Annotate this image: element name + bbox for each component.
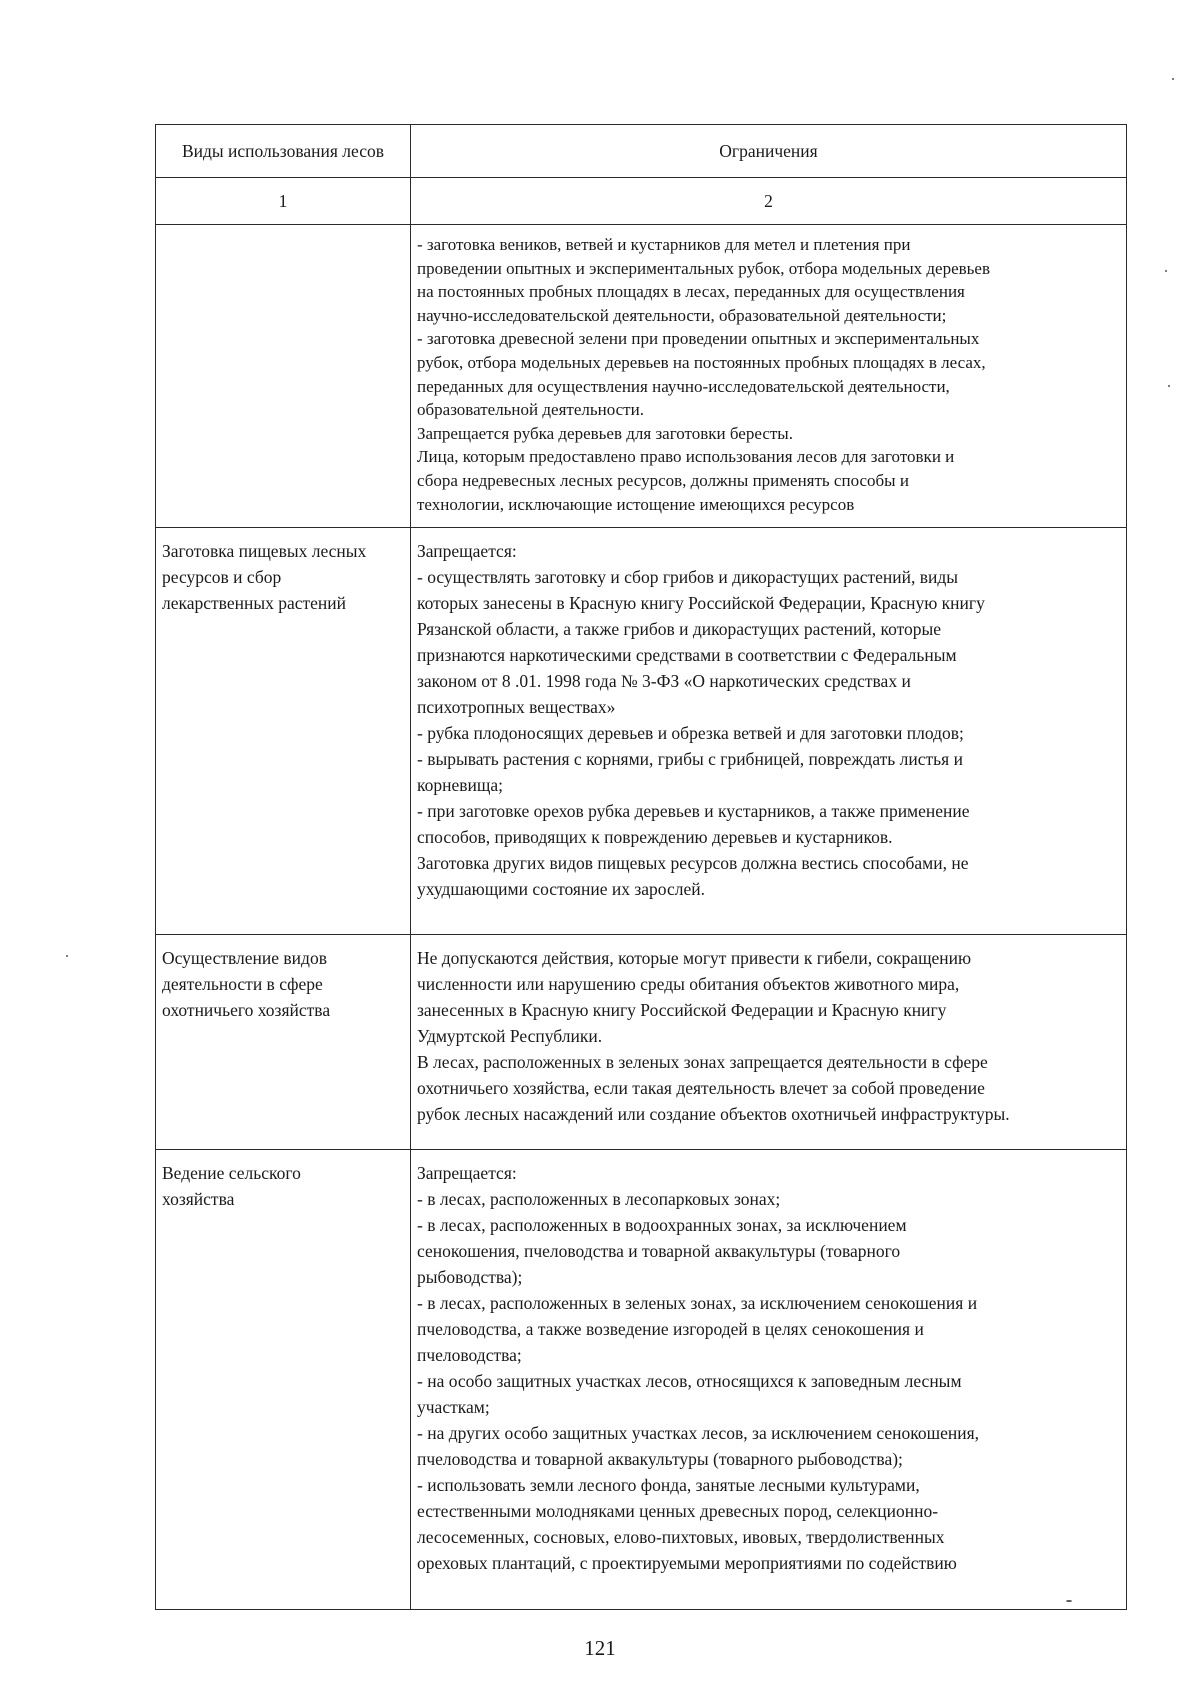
restriction-line: Запрещается рубка деревьев для заготовки бересты. [417,423,793,443]
restriction-line: - в лесах, расположенных в лесопарковых зонах; [417,1189,781,1209]
scan-speck [1165,270,1167,272]
restriction-line: психотропных веществах» [417,697,616,717]
table-header-row [156,125,1127,178]
restriction-line: сенокошения, пчеловодства и товарной аквакультуры (товарного [417,1241,901,1261]
restriction-line: корневища; [417,775,503,795]
restriction-line: - на особо защитных участках лесов, относящихся к заповедным лесным [417,1371,962,1391]
restrictions-cell [411,935,1127,1150]
restriction-line: пчеловодства и товарной аквакультуры (товарного рыбоводства); [417,1449,903,1469]
forest-use-type-line: охотничьего хозяйства [162,1000,331,1020]
restriction-line: Лица, которым предоставлено право использования лесов для заготовки и [417,447,955,467]
restriction-line: переданных для осуществления научно-исследовательской деятельности, [417,376,950,396]
forest-use-type-line: Заготовка пищевых лесных [162,541,367,561]
restriction-line: - вырывать растения с корнями, грибы с грибницей, повреждать листья и [417,749,963,769]
forest-use-type-line: деятельности в сфере [162,974,323,994]
restriction-line: Запрещается: [417,541,517,561]
restriction-line: ореховых плантаций, с проектируемыми мероприятиями по содействию [417,1553,957,1573]
restriction-line: научно-исследовательской деятельности, образовательной деятельности; [417,305,947,325]
forest-use-restrictions-table [155,124,1127,1610]
restriction-line: Рязанской области, а также грибов и дикорастущих растений, которые [417,619,942,639]
restriction-line: - использовать земли лесного фонда, занятые лесными культурами, [417,1475,920,1495]
restriction-line: - в лесах, расположенных в водоохранных зонах, за исключением [417,1215,907,1235]
restriction-line: Не допускаются действия, которые могут привести к гибели, сокращению [417,948,972,968]
restriction-line: сбора недревесных лесных ресурсов, должны применять способы и [417,470,909,490]
restriction-line: охотничьего хозяйства, если такая деятельность влечет за собой проведение [417,1078,985,1098]
forest-use-type-line: Осуществление видов [162,948,327,968]
restriction-line: В лесах, расположенных в зеленых зонах запрещается деятельности в сфере [417,1052,988,1072]
scan-speck [66,955,68,957]
restriction-line: способов, приводящих к повреждению деревьев и кустарников. [417,827,893,847]
restriction-line: образовательной деятельности. [417,400,644,420]
column-number-1: 1 [156,178,411,225]
column-number-2: 2 [411,178,1127,225]
restriction-line: ухудшающими состояние их зарослей. [417,879,705,899]
restriction-line: - заготовка веников, ветвей и кустарников для метел и плетения при [417,235,911,254]
restriction-line: - при заготовке орехов рубка деревьев и кустарников, а также применение [417,801,970,821]
restriction-line: - осуществлять заготовку и сбор грибов и дикорастущих растений, виды [417,567,959,587]
forest-use-type-line: ресурсов и сбор [162,567,282,587]
page-number: 121 [584,1636,616,1660]
restriction-line: занесенных в Красную книгу Российской Федерации и Красную книгу [417,1000,947,1020]
header-forest-use-types: Виды использования лесов [156,125,411,178]
restrictions-cell [411,1150,1127,1610]
restriction-line: рубок, отбора модельных деревьев на постоянных пробных площадях в лесах, [417,352,986,372]
restriction-line: Заготовка других видов пищевых ресурсов должна вестись способами, не [417,853,969,873]
forest-use-type-line: Ведение сельского [162,1163,301,1183]
restriction-line: Удмуртской Республики. [417,1026,603,1046]
scan-speck [1172,78,1174,80]
forest-use-type-cell [156,1150,411,1610]
column-number-row [156,178,1127,225]
restrictions-cell [411,225,1127,528]
restriction-line: участкам; [417,1397,490,1417]
forest-use-type-cell [156,225,411,528]
restriction-line: признаются наркотическими средствами в соответствии с Федеральным [417,645,957,665]
restriction-line: - на других особо защитных участках лесов, за исключением сенокошения, [417,1423,979,1443]
scan-speck [1066,1600,1072,1602]
forest-use-type-cell [156,528,411,935]
restriction-line: - рубка плодоносящих деревьев и обрезка ветвей и для заготовки плодов; [417,723,964,743]
table-row [156,935,1127,1150]
restriction-line: численности или нарушению среды обитания объектов животного мира, [417,974,960,994]
forest-use-type-line: хозяйства [162,1189,235,1209]
restriction-line: пчеловодства, а также возведение изгородей в целях сенокошения и [417,1319,924,1339]
restriction-line: которых занесены в Красную книгу Российской Федерации, Красную книгу [417,593,985,613]
restriction-line: технологии, исключающие истощение имеющихся ресурсов [417,494,855,514]
restriction-line: законом от 8 .01. 1998 года № 3-ФЗ «О наркотических средствах и [417,671,911,691]
scan-speck [1168,385,1170,387]
forest-use-type-cell [156,935,411,1150]
table-row [156,225,1127,528]
table-row [156,1150,1127,1610]
restriction-line: лесосеменных, сосновых, елово-пихтовых, ивовых, твердолиственных [417,1527,945,1547]
restriction-line: Запрещается: [417,1163,517,1183]
restriction-line: рубок лесных насаждений или создание объектов охотничьей инфраструктуры. [417,1104,1010,1124]
restriction-line: - в лесах, расположенных в зеленых зонах, за исключением сенокошения и [417,1293,978,1313]
table-row [156,528,1127,935]
restriction-line: - заготовка древесной зелени при проведении опытных и экспериментальных [417,329,980,349]
restriction-line: естественными молодняками ценных древесных пород, селекционно- [417,1501,939,1521]
restriction-line: проведении опытных и экспериментальных рубок, отбора модельных деревьев [417,258,990,278]
restriction-line: пчеловодства; [417,1345,522,1365]
restrictions-cell [411,528,1127,935]
forest-use-type-line: лекарственных растений [162,593,347,613]
header-restrictions: Ограничения [411,125,1127,178]
restriction-line: на постоянных пробных площадях в лесах, переданных для осуществления [417,282,965,302]
restriction-line: рыбоводства); [417,1267,523,1287]
